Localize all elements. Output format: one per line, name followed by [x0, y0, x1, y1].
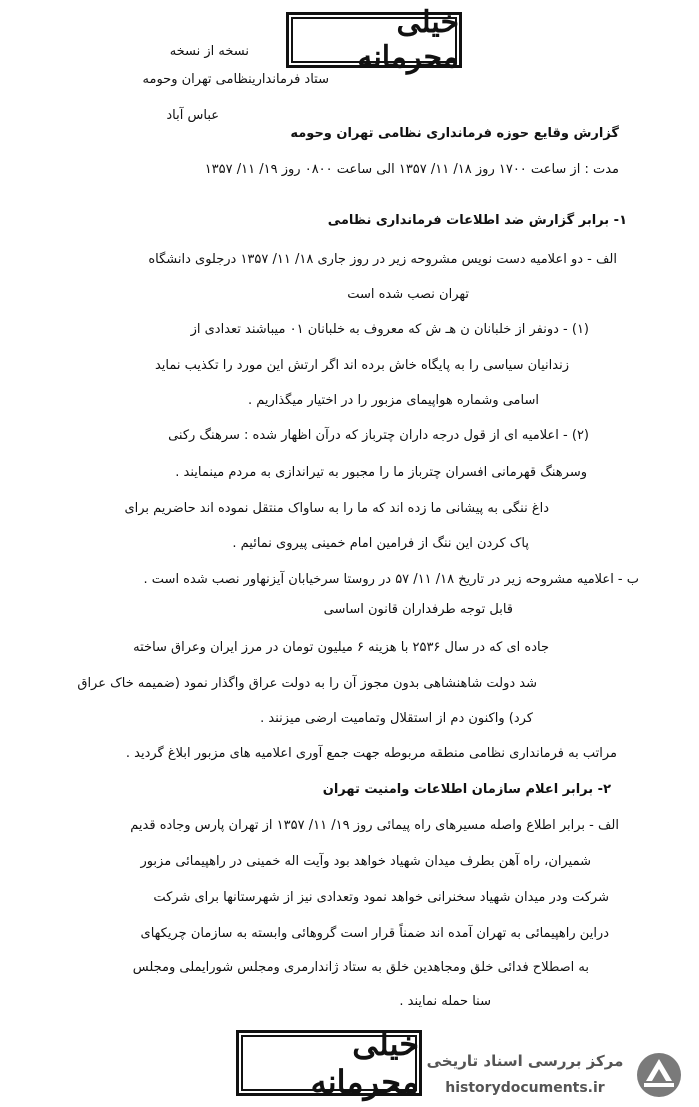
- document-line: الف - دو اعلامیه دست نویس مشروحه زیر در روز جاری ۱۸/ ۱۱/ ۱۳۵۷ درجلوی دانشگاه: [148, 252, 617, 267]
- report-title: گزارش وقایع حوزه فرمانداری نظامی تهران وحومه: [290, 126, 619, 141]
- document-line: شمیران، راه آهن بطرف میدان شهیاد خواهد بود وآیت اله خمینی در راهپیمائی مزبور: [140, 854, 591, 869]
- stamp-text-bottom: خیلی محرمانه: [310, 1025, 419, 1101]
- watermark-url: historydocuments.ir: [445, 1080, 605, 1096]
- document-line: شد دولت شاهنشاهی بدون مجوز آن را به دولت عراق واگذار نمود (ضمیمه خاک عراق: [77, 676, 537, 691]
- bottom-classification-stamp: [236, 1025, 422, 1101]
- document-line: وسرهنگ قهرمانی افسران چترباز ما را مجبور به تیراندازی به مردم مینمایند .: [175, 465, 587, 480]
- document-line: کرد) واکنون دم از استقلال وتمامیت ارضی میزنند .: [260, 711, 533, 726]
- document-line: دراین راهپیمائی به تهران آمده اند ضمناً قرار است گروهائی وابسته به سازمان چریکهای: [140, 926, 609, 941]
- document-line: تهران نصب شده است: [347, 287, 469, 302]
- document-line: (۲) - اعلامیه ای از قول درجه داران چترباز که درآن اظهار شده : سرهنگ رکنی: [168, 428, 589, 443]
- document-line: داغ ننگی به پیشانی ما زده اند که ما را به ساواک منتقل نموده اند حاضریم برای: [124, 501, 549, 516]
- place-name: عباس آباد: [166, 108, 219, 123]
- top-classification-stamp: [286, 5, 462, 75]
- document-line: شرکت ودر میدان شهیاد سخنرانی خواهد نمود وتعدادی نیز از شهرستانها برای شرکت: [153, 890, 609, 905]
- document-line: سنا حمله نمایند .: [399, 994, 491, 1009]
- report-period: مدت : از ساعت ۱۷۰۰ روز ۱۸/ ۱۱/ ۱۳۵۷ الی ساعت ۰۸۰۰ روز ۱۹/ ۱۱/ ۱۳۵۷: [204, 162, 619, 177]
- document-line: زندانیان سیاسی را به پایگاه خاش برده اند اگر ارتش این مورد را تکذیب نماید: [154, 358, 569, 373]
- document-line: به اصطلاح فدائی خلق ومجاهدین خلق به ستاد ژاندارمری ومجلس شورایملی ومجلس: [132, 960, 589, 975]
- document-line: اسامی وشماره هواپیمای مزبور را در اختیار میگذاریم .: [247, 393, 539, 408]
- document-line: پاک کردن این ننگ از فرامین امام خمینی پیروی نمائیم .: [232, 536, 529, 551]
- document-line: جاده ای که در سال ۲۵۳۶ با هزینه ۶ میلیون تومان در مرز ایران وعراق ساخته: [133, 640, 549, 655]
- organization-name: ستاد فرماندارینظامی تهران وحومه: [142, 72, 329, 87]
- stamp-text-top: خیلی محرمانه: [357, 5, 459, 75]
- copy-number: نسخه از نسخه: [169, 44, 249, 59]
- document-line: الف - برابر اطلاع واصله مسیرهای راه پیمائی روز ۱۹/ ۱۱/ ۱۳۵۷ از تهران پارس وجاده قدیم: [130, 818, 619, 833]
- watermark-text: مرکز بررسی اسناد تاریخی: [426, 1052, 624, 1070]
- document-line: ب - اعلامیه مشروحه زیر در تاریخ ۱۸/ ۱۱/ ۵۷ در روستا سرخیابان آیزنهاور نصب شده است .: [143, 572, 639, 587]
- section-1-heading: ۱- برابر گزارش ضد اطلاعات فرمانداری نظامی: [327, 213, 627, 228]
- history-archive-logo-icon: [632, 1050, 686, 1100]
- document-line: (۱) - دونفر از خلبانان ن هـ ش که معروف به خلبانان ۰۱ میباشند تعدادی از: [190, 322, 589, 337]
- document-line: قابل توجه طرفداران قانون اساسی: [323, 602, 513, 617]
- section-2-heading: ۲- برابر اعلام سازمان اطلاعات وامنیت تهران: [322, 782, 611, 797]
- document-line: مراتب به فرمانداری نظامی منطقه مربوطه جهت جمع آوری اعلامیه های مزبور ابلاغ گردید .: [125, 746, 617, 761]
